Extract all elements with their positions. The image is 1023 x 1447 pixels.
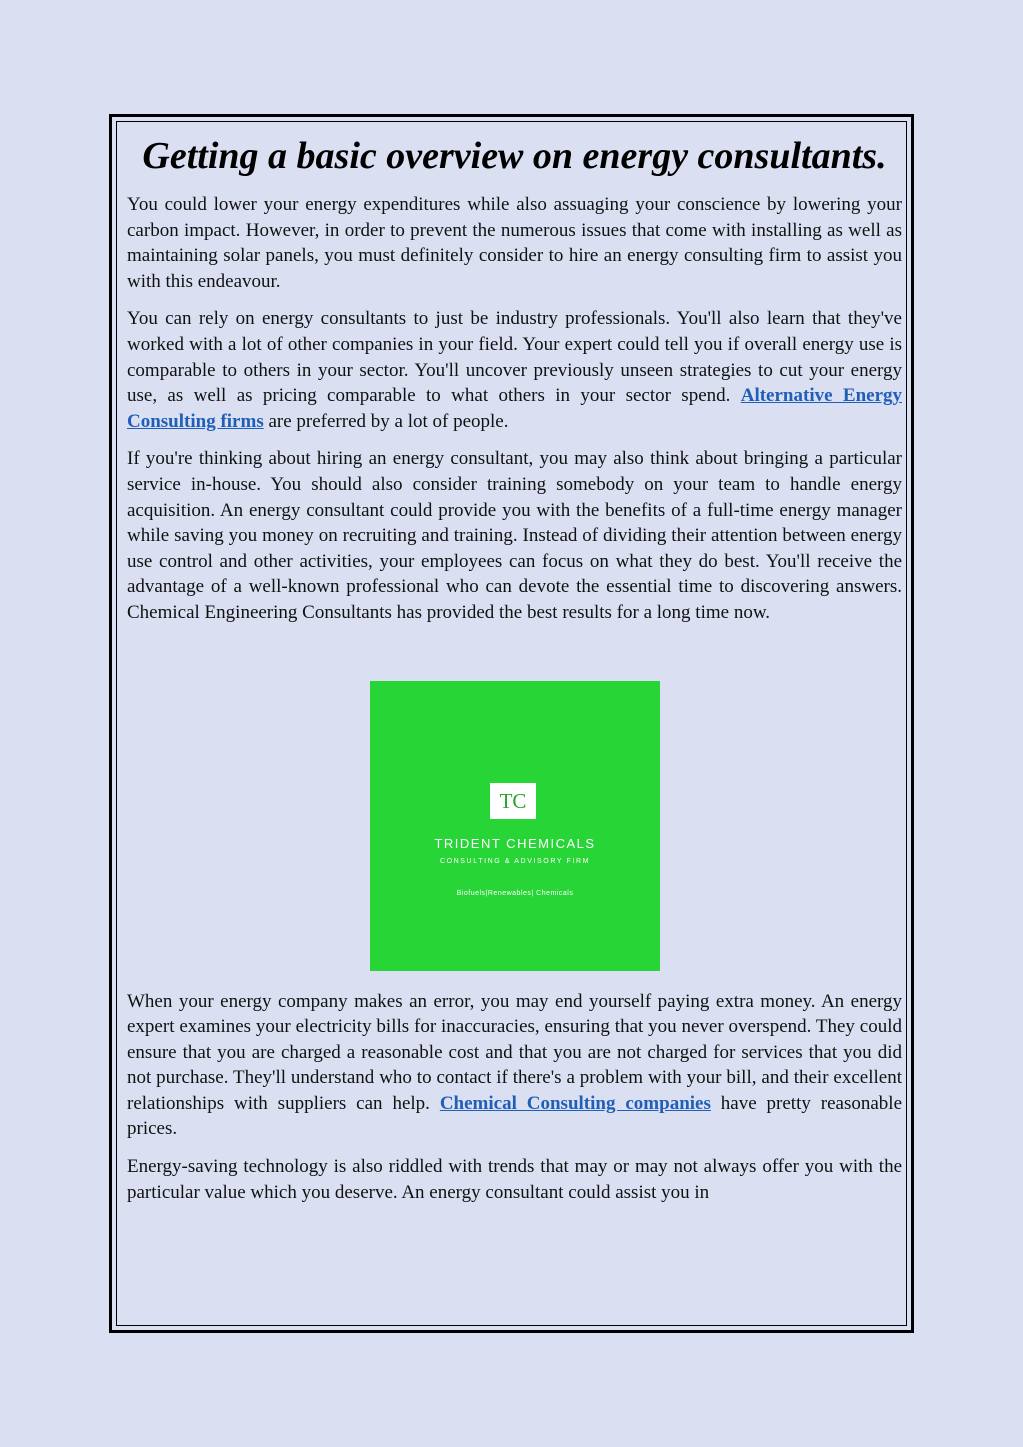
paragraph-4-text: When your energy company makes an error, you may end yourself paying extra money. An energy expert examines your electricity bills for inaccuracies, ensuring that you never overspend. They could ensure that you are charged a reasonable cost and that you are not charged for services that you did not purchase. They'll understand who to contact if there's a problem with your bill, and their excellent relationships with suppliers can help. [127, 990, 902, 1114]
logo-tagline: CONSULTING & ADVISORY FIRM [439, 857, 591, 865]
paragraph-2 [127, 306, 902, 434]
paragraph-2-tail: are preferred by a lot of people. [263, 410, 509, 432]
trident-chemicals-logo [370, 681, 660, 971]
alternative-energy-consulting-link[interactable]: Alternative Energy Consulting firms [127, 385, 902, 432]
page-frame [109, 114, 914, 1333]
paragraph-3: If you're thinking about hiring an energy consultant, you may also think about bringing a particular service in-house. You should also consider training somebody on your team to handle energy acquisition. An energy consultant could provide you with the benefits of a full-time energy manager while saving you money on recruiting and training. Instead of dividing their attention between energy use control and other activities, your employees can focus on what they do best. You'll receive the advantage of a well-known professional who can devote the essential time to discovering answers. Chemical Engineering Consultants has provided the best results for a long time now. [127, 448, 902, 623]
paragraph-1: You could lower your energy expenditures while also assuaging your conscience by lowering your carbon impact. However, in order to prevent the numerous issues that come with installing as well as maintaining solar panels, you must definitely consider to hire an energy consulting firm to assist you with this endeavour. [127, 194, 902, 292]
paragraph-2-text: You can rely on energy consultants to just be industry professionals. You'll also learn that they've worked with a lot of other companies in your field. Your expert could tell you if overall energy use is comparable to others in your sector. You'll uncover previously unseen strategies to cut your energy use, as well as pricing comparable to what others in your sector spend. [127, 308, 902, 407]
paragraph-5: Energy-saving technology is also riddled with trends that may or may not always offer you with the particular value which you deserve. An energy consultant could assist you in [127, 1156, 902, 1203]
document-body [127, 132, 902, 1217]
logo-container [127, 681, 902, 971]
page-frame-inner [116, 121, 907, 1326]
logo-services: Biofuels|Renewables| Chemicals [456, 889, 574, 897]
logo-company-name: TRIDENT CHEMICALS [434, 835, 596, 851]
paragraph-4 [127, 989, 902, 1143]
logo-mark: TC [490, 783, 536, 819]
document-title: Getting a basic overview on energy consultants. [142, 135, 887, 177]
paragraph-4-tail: have pretty reasonable prices. [127, 1092, 902, 1140]
chemical-consulting-companies-link[interactable]: Chemical Consulting companies [439, 1092, 711, 1114]
